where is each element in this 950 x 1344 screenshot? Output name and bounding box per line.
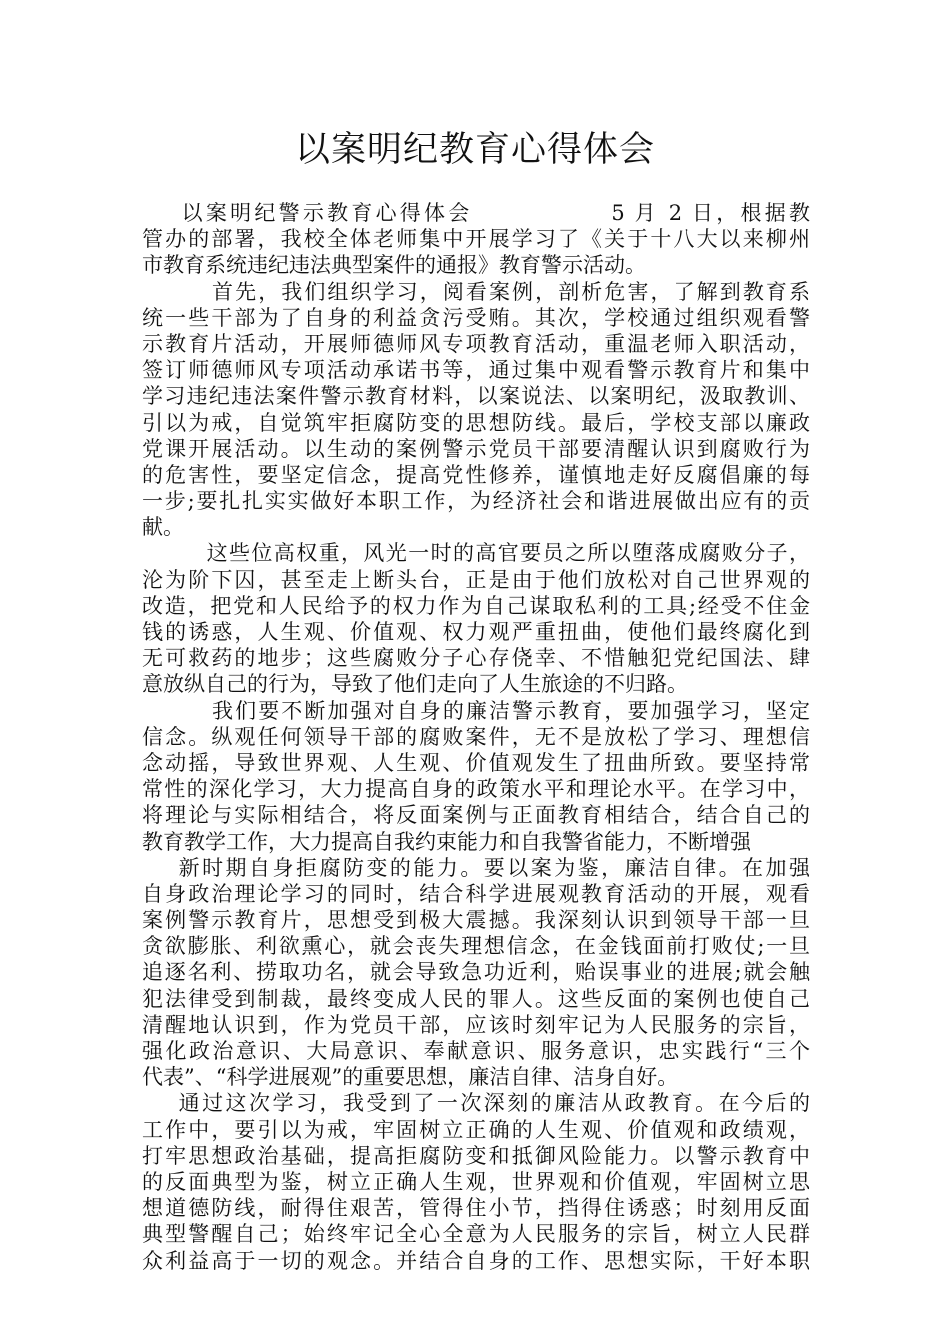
document-title: 以案明纪教育心得体会 (294, 130, 655, 170)
text-line: 一步;要扎扎实实做好本职工作，为经济社会和谐进展做出应有的贡 (142, 489, 810, 514)
document-body (142, 200, 810, 1274)
text-line: 改造，把党和人民给予的权力作为自己谋取私利的工具;经受不住金 (142, 593, 810, 618)
text-line: 统一些干部为了自身的利益贪污受贿。其次，学校通过组织观看警 (142, 305, 810, 330)
text-line: 案例警示教育片，思想受到极大震撼。我深刻认识到领导干部一旦 (142, 908, 810, 933)
text-line: 示教育片活动，开展师德师风专项教育活动，重温老师入职活动， (142, 331, 810, 356)
text-line: 党课开展活动。以生动的案例警示党员干部要清醒认识到腐败行为 (142, 436, 810, 461)
text-line: 沦为阶下囚，甚至走上断头台，正是由于他们放松对自己世界观的 (142, 567, 810, 592)
text-line: 无可救药的地步；这些腐败分子心存侥幸、不惜触犯党纪国法、肆 (142, 646, 810, 671)
text-line: 引以为戒，自觉筑牢拒腐防变的思想防线。最后，学校支部以廉政 (142, 410, 810, 435)
text-line: 的危害性，要坚定信念，提高党性修养，谨慎地走好反腐倡廉的每 (142, 462, 810, 487)
text-line: 教育教学工作，大力提高自我约束能力和自我警省能力，不断增强 (142, 829, 751, 854)
text-line: 以案明纪警示教育心得体会 5 月 2 日，根据教 (142, 201, 810, 225)
text-line: 代表”、“科学进展观”的重要思想，廉洁自律、洁身自好。 (142, 1065, 679, 1090)
text-line: 清醒地认识到，作为党员干部，应该时刻牢记为人民服务的宗旨， (142, 1012, 810, 1037)
text-line: 典型警醒自己；始终牢记全心全意为人民服务的宗旨，树立人民群 (142, 1222, 810, 1247)
text-line: 钱的诱惑，人生观、价值观、权力观严重扭曲，使他们最终腐化到 (142, 620, 810, 644)
text-line: 追逐名利、捞取功名，就会导致急功近利，贻误事业的进展;就会触 (142, 960, 810, 985)
text-line: 常性的深化学习，大力提高自身的政策水平和理论水平。在学习中， (142, 777, 810, 802)
text-line: 想道德防线，耐得住艰苦，管得住小节，挡得住诱惑；时刻用反面 (142, 1196, 810, 1221)
text-line: 贪欲膨胀、利欲熏心，就会丧失理想信念，在金钱面前打败仗;一旦 (142, 934, 810, 959)
text-line: 犯法律受到制裁，最终变成人民的罪人。这些反面的案例也使自己 (142, 986, 810, 1011)
text-line: 首先，我们组织学习，阅看案例，剖析危害，了解到教育系 (142, 279, 810, 304)
text-line: 我们要不断加强对自身的廉洁警示教育，要加强学习，坚定 (142, 698, 810, 723)
text-line: 众利益高于一切的观念。并结合自身的工作、思想实际，干好本职 (142, 1248, 810, 1273)
text-line: 的反面典型为鉴，树立正确人生观，世界观和价值观，牢固树立思 (142, 1169, 810, 1194)
text-line: 打牢思想政治基础，提高拒腐防变和抵御风险能力。以警示教育中 (142, 1143, 810, 1168)
text-line: 将理论与实际相结合，将反面案例与正面教育相结合，结合自己的 (142, 803, 810, 828)
text-line: 学习违纪违法案件警示教育材料，以案说法、以案明纪，汲取教训、 (142, 384, 810, 409)
text-line: 签订师德师风专项活动承诺书等，通过集中观看警示教育片和集中 (142, 358, 810, 383)
text-line: 信念。纵观任何领导干部的腐败案件，无不是放松了学习、理想信 (142, 724, 810, 749)
text-line: 管办的部署，我校全体老师集中开展学习了《关于十八大以来柳州 (142, 227, 810, 252)
text-line: 工作中，要引以为戒，牢固树立正确的人生观、价值观和政绩观， (142, 1117, 810, 1142)
text-line: 意放纵自己的行为，导致了他们走向了人生旅途的不归路。 (142, 672, 688, 697)
text-line: 强化政治意识、大局意识、奉献意识、服务意识，忠实践行“三个 (142, 1039, 810, 1063)
text-line: 这些位高权重，风光一时的高官要员之所以堕落成腐败分子， (142, 541, 810, 566)
text-line: 自身政治理论学习的同时，结合科学进展观教育活动的开展，观看 (142, 881, 810, 906)
text-line: 市教育系统违纪违法典型案件的通报》教育警示活动。 (142, 253, 646, 278)
text-line: 献。 (142, 515, 184, 540)
text-line: 念动摇，导致世界观、人生观、价值观发生了扭曲所致。要坚持常 (142, 750, 810, 775)
text-line: 新时期自身拒腐防变的能力。要以案为鉴，廉洁自律。在加强 (142, 855, 810, 880)
text-line: 通过这次学习，我受到了一次深刻的廉洁从政教育。在今后的 (142, 1091, 810, 1116)
